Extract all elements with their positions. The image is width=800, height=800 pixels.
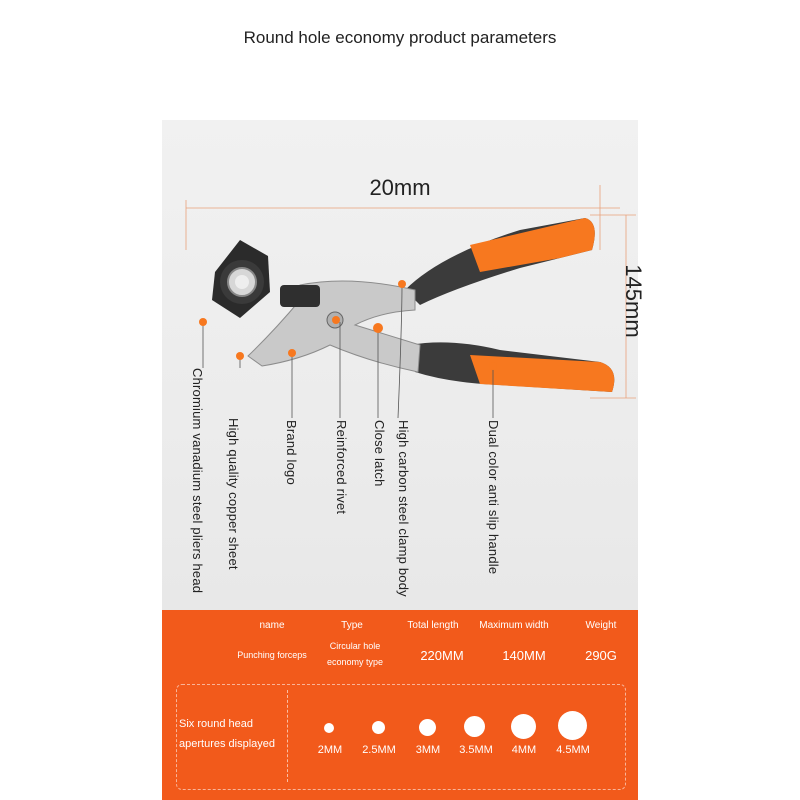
aperture-dot-4-5mm [558,711,587,740]
cell-type-line1: Circular hole [329,641,381,651]
aperture-size-2mm: 2MM [317,744,343,756]
apertures-box [176,684,626,790]
callout-reinforced-rivet: Reinforced rivet [334,420,349,515]
apertures-label-line1: Six round head [179,718,253,730]
cell-total-length: 220MM [420,648,464,663]
header-weight: Weight [585,620,617,631]
header-type: Type [341,620,363,631]
aperture-dot-4mm [511,714,536,739]
aperture-size-3mm: 3MM [415,744,441,756]
aperture-size-2-5mm: 2.5MM [362,744,396,756]
cell-type-line2: economy type [326,657,384,667]
apertures-divider [287,690,288,782]
punch-wheel [212,240,270,318]
aperture-dot-2-5mm [372,721,385,734]
aperture-size-3-5mm: 3.5MM [459,744,493,756]
cell-weight: 290G [585,648,617,663]
lower-handle-orange [470,355,614,392]
width-dimension-label: 20mm [369,175,431,200]
close-latch [280,285,320,307]
aperture-size-4-5mm: 4.5MM [556,744,590,756]
header-name: name [259,620,285,631]
height-dimension-label: 145mm [621,264,646,338]
cell-name: Punching forceps [237,650,307,660]
callout-copper-sheet: High quality copper sheet [226,418,241,570]
callout-pliers-head: Chromium vanadium steel pliers head [190,368,205,594]
page-title: Round hole economy product parameters [243,28,557,47]
header-total-length: Total length [407,620,459,631]
aperture-size-4mm: 4MM [511,744,537,756]
header-maximum-width: Maximum width [479,620,549,631]
cell-maximum-width: 140MM [502,648,546,663]
callout-anti-slip-handle: Dual color anti slip handle [486,420,501,575]
apertures-label-line2: apertures displayed [179,738,276,750]
callout-clamp-body: High carbon steel clamp body [396,420,411,597]
callout-close-latch: Close latch [372,420,387,487]
aperture-dot-2mm [324,723,334,733]
aperture-dot-3-5mm [464,716,485,737]
callout-brand-logo: Brand logo [284,420,299,485]
aperture-dot-3mm [419,719,436,736]
